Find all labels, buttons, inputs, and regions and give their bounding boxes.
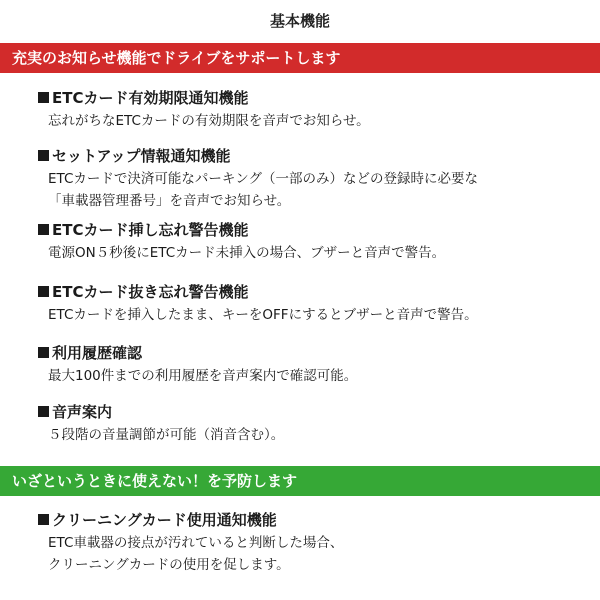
feature-description: ５段階の音量調節が可能（消音含む）。 xyxy=(48,427,285,443)
feature-title: ETCカード挿し忘れ警告機能 xyxy=(38,220,598,240)
feature-card-remove-warning xyxy=(38,282,598,326)
feature-description: ETC車載器の接点が汚れていると判断した場合、 クリーニングカードの使用を促します。 xyxy=(48,535,344,573)
bullet-square-icon xyxy=(38,224,49,235)
feature-cleaning-card xyxy=(38,510,598,576)
feature-title: クリーニングカード使用通知機能 xyxy=(38,510,598,530)
feature-description: ETCカードを挿入したまま、キーをOFFにするとブザーと音声で警告。 xyxy=(48,307,478,323)
feature-card-insert-warning xyxy=(38,220,598,264)
feature-voice-guidance xyxy=(38,402,598,446)
bullet-square-icon xyxy=(38,286,49,297)
bullet-square-icon xyxy=(38,514,49,525)
section-banner-prevention: いざというときに使えない！を予防します xyxy=(0,466,600,496)
feature-setup-info xyxy=(38,146,598,212)
feature-title: ETCカード抜き忘れ警告機能 xyxy=(38,282,598,302)
feature-title: 利用履歴確認 xyxy=(38,343,598,363)
feature-title: ETCカード有効期限通知機能 xyxy=(38,88,598,108)
bullet-square-icon xyxy=(38,92,49,103)
bullet-square-icon xyxy=(38,406,49,417)
feature-title: セットアップ情報通知機能 xyxy=(38,146,598,166)
section-banner-notifications: 充実のお知らせ機能でドライブをサポートします xyxy=(0,43,600,73)
feature-description: 忘れがちなETCカードの有効期限を音声でお知らせ。 xyxy=(48,113,370,129)
feature-usage-history xyxy=(38,343,598,387)
feature-etc-expiry xyxy=(38,88,598,132)
page-title: 基本機能 xyxy=(269,12,330,30)
bullet-square-icon xyxy=(38,150,49,161)
feature-description: 電源ON５秒後にETCカード未挿入の場合、ブザーと音声で警告。 xyxy=(48,245,446,261)
feature-description: ETCカードで決済可能なパーキング（一部のみ）などの登録時に必要な 「車載器管理番号」を音声でお知らせ。 xyxy=(48,171,479,209)
feature-description: 最大100件までの利用履歴を音声案内で確認可能。 xyxy=(48,368,358,384)
feature-title: 音声案内 xyxy=(38,402,598,422)
bullet-square-icon xyxy=(38,347,49,358)
